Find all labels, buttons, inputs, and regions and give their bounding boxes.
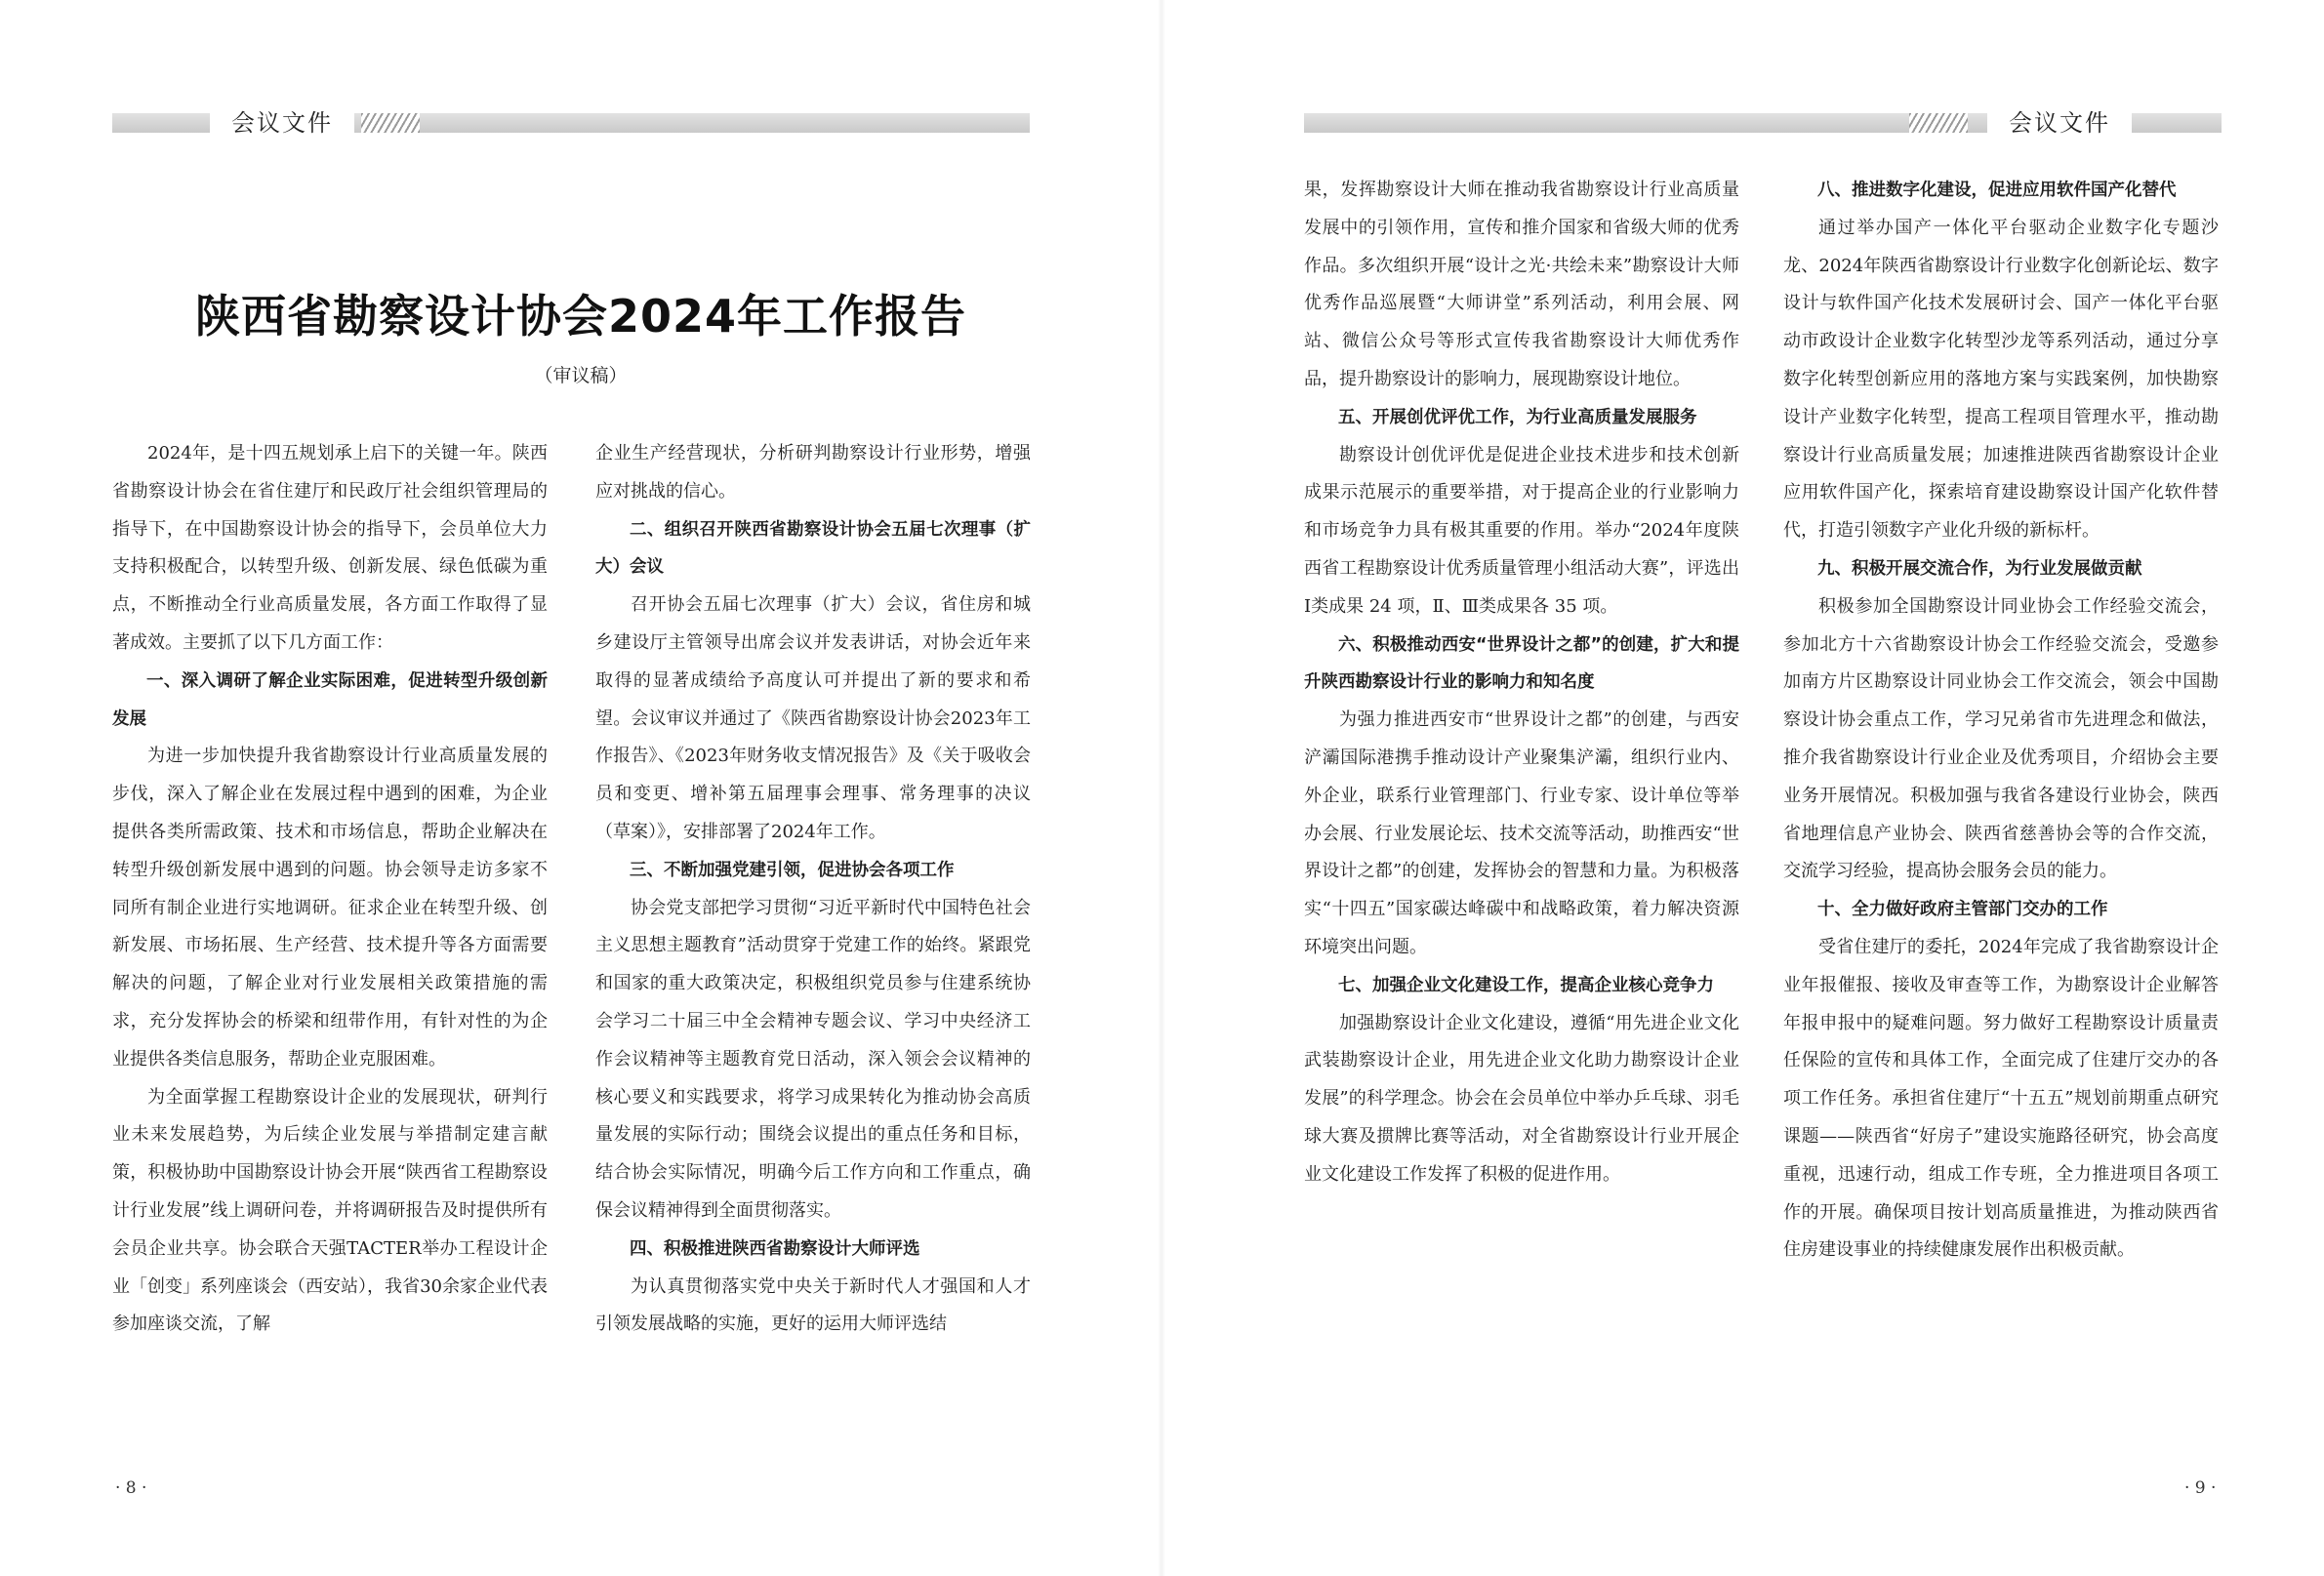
body-paragraph: 协会党支部把学习贯彻“习近平新时代中国特色社会主义思想主题教育”活动贯穿于党建工作的始终。紧跟党和国家的重大政策决定，积极组织党员参与住建系统协会学习二十届三中全会精神专题会议、学习中央经济工作会议精神等主题教育党日活动，深入领会会议精神的核心要义和实践要求，将学习成果转化为推动协会高质量发展的实际行动；围绕会议提出的重点任务和目标，结合协会实际情况，明确今后工作方向和工作重点，确保会议精神得到全面贯彻落实。 [595,897,1031,1221]
section-heading: 十、全力做好政府主管部门交办的工作 [1817,900,2108,920]
body-paragraph: 受省住建厅的委托，2024年完成了我省勘察设计企业年报催报、接收及审查等工作，为勘察设计企业解答年报申报中的疑难问题。努力做好工程勘察设计质量责任保险的宣传和具体工作，全面完成了住建厅交办的各项工作任务。承担省住建厅“十五五”规划前期重点研究课题——陕西省“好房子”建设实施路径研究，协会高度重视，迅速行动，组成工作专班，全力推进项目各项工作的开展。确保项目按计划高质量推进，为推动陕西省住房建设事业的持续健康发展作出积极贡献。 [1783,936,2219,1261]
section-heading: 九、积极开展交流合作，为行业发展做贡献 [1817,558,2142,579]
right-page [1162,0,2324,1576]
body-paragraph: 2024年，是十四五规划承上启下的关键一年。陕西省勘察设计协会在省住建厅和民政厅社会组织管理局的指导下，在中国勘察设计协会的指导下，会员单位大力支持积极配合，以转型升级、创新发展、绿色低碳为重点，不断推动全行业高质量发展，各方面工作取得了显著成效。主要抓了以下几方面工作： [112,443,548,653]
text-column [1783,172,2219,1270]
section-heading: 七、加强企业文化建设工作，提高企业核心竞争力 [1338,975,1714,995]
body-paragraph: 为强力推进西安市“世界设计之都”的创建，与西安浐灞国际港携手推动设计产业聚集浐灞，组织行业内、外企业，联系行业管理部门、行业专家、设计单位等举办会展、行业发展论坛、技术交流等活动，助推西安“世界设计之都”的创建，发挥协会的智慧和力量。为积极落实“十四五”国家碳达峰碳中和战略政策，着力解决资源环境突出问题。 [1304,709,1739,957]
page-number-right: · 9 · [2184,1478,2217,1498]
body-paragraph: 通过举办国产一体化平台驱动企业数字化专题沙龙、2024年陕西省勘察设计行业数字化创新论坛、数字设计与软件国产化技术发展研讨会、国产一体化平台驱动市政设计企业数字化转型沙龙等系列活动，通过分享数字化转型创新应用的落地方案与实践案例，加快勘察设计产业数字化转型，提高工程项目管理水平，推动勘察设计行业高质量发展；加速推进陕西省勘察设计企业应用软件国产化，探索培育建设勘察设计国产化软件替代，打造引领数字产业化升级的新标杆。 [1783,217,2219,542]
text-column [112,435,548,1344]
body-paragraph: 积极参加全国勘察设计同业协会工作经验交流会，参加北方十六省勘察设计协会工作经验交流会，受邀参加南方片区勘察设计同业协会工作交流会，领会中国勘察设计协会重点工作，学习兄弟省市先进理念和做法，推介我省勘察设计行业企业及优秀项目，介绍协会主要业务开展情况。积极加强与我省各建设行业协会，陕西省地理信息产业协会、陕西省慈善协会等的合作交流，交流学习经验，提高协会服务会员的能力。 [1783,595,2219,882]
section-heading: 一、深入调研了解企业实际困难，促进转型升级创新发展 [112,670,548,729]
section-heading: 二、组织召开陕西省勘察设计协会五届七次理事（扩大）会议 [595,519,1031,578]
body-paragraph: 为认真贯彻落实党中央关于新时代人才强国和人才引领发展战略的实施，更好的运用大师评选结 [595,1275,1031,1335]
body-paragraph: 勘察设计创优评优是促进企业技术进步和技术创新成果示范展示的重要举措，对于提高企业的行业影响力和市场竞争力具有极其重要的作用。举办“2024年度陕西省工程勘察设计优秀质量管理小组活动大赛”，评选出Ⅰ类成果 24 项，Ⅱ、Ⅲ类成果各 35 项。 [1304,444,1739,617]
body-paragraph: 加强勘察设计企业文化建设，遵循“用先进企业文化武装勘察设计企业，用先进企业文化助力勘察设计企业发展”的科学理念。协会在会员单位中举办乒乓球、羽毛球大赛及掼牌比赛等活动，对全省勘察设计行业开展企业文化建设工作发挥了积极的促进作用。 [1304,1012,1739,1185]
text-column [1304,172,1739,1194]
body-paragraph-continued: 果，发挥勘察设计大师在推动我省勘察设计行业高质量发展中的引领作用，宣传和推介国家和省级大师的优秀作品。多次组织开展“设计之光·共绘未来”勘察设计大师优秀作品巡展暨“大师讲堂”系列活动，利用会展、网站、微信公众号等形式宣传我省勘察设计大师优秀作品，提升勘察设计的影响力，展现勘察设计地位。 [1304,180,1739,389]
section-heading: 三、不断加强党建引领，促进协会各项工作 [630,860,955,880]
body-paragraph: 为进一步加快提升我省勘察设计行业高质量发展的步伐，深入了解企业在发展过程中遇到的困难，为企业提供各类所需政策、技术和市场信息，帮助企业解决在转型升级创新发展中遇到的问题。协会领导走访多家不同所有制企业进行实地调研。征求企业在转型升级、创新发展、市场拓展、生产经营、技术提升等各方面需要解决的问题，了解企业对行业发展相关政策措施的需求，充分发挥协会的桥梁和纽带作用，有针对性的为企业提供各类信息服务，帮助企业克服困难。 [112,746,548,1070]
left-header-bar [112,109,1030,137]
document-subtitle: （审议稿） [534,365,628,386]
header-section-label: 会议文件 [1987,109,2132,137]
body-paragraph: 召开协会五届七次理事（扩大）会议，省住房和城乡建设厅主管领导出席会议并发表讲话，对协会近年来取得的显著成绩给予高度认可并提出了新的要求和希望。会议审议并通过了《陕西省勘察设计协会2023年工作报告》、《2023年财务收支情况报告》及《关于吸收会员和变更、增补第五届理事会理事、常务理事的决议（草案）》，安排部署了2024年工作。 [595,594,1031,842]
right-header-bar [1304,109,2222,137]
section-heading: 六、积极推动西安“世界设计之都”的创建，扩大和提升陕西勘察设计行业的影响力和知名度 [1304,634,1739,693]
text-column [595,435,1031,1344]
body-paragraph-continued: 企业生产经营现状，分析研判勘察设计行业形势，增强应对挑战的信心。 [595,443,1031,502]
header-section-label: 会议文件 [210,109,354,137]
section-heading: 四、积极推进陕西省勘察设计大师评选 [630,1238,920,1259]
header-hatch [361,113,420,133]
section-heading: 五、开展创优评优工作，为行业高质量发展服务 [1338,407,1697,427]
page-number-left: · 8 · [115,1478,147,1498]
header-hatch [1909,113,1968,133]
section-heading: 八、推进数字化建设，促进应用软件国产化替代 [1817,181,2177,200]
document-title: 陕西省勘察设计协会2024年工作报告 [194,290,967,343]
body-paragraph: 为全面掌握工程勘察设计企业的发展现状，研判行业未来发展趋势，为后续企业发展与举措制定建言献策，积极协助中国勘察设计协会开展“陕西省工程勘察设计行业发展”线上调研问卷，并将调研报告及时提供所有会员企业共享。协会联合天强TACTER举办工程设计企业「创变」系列座谈会（西安站），我省30余家企业代表参加座谈交流，了解 [112,1086,548,1335]
